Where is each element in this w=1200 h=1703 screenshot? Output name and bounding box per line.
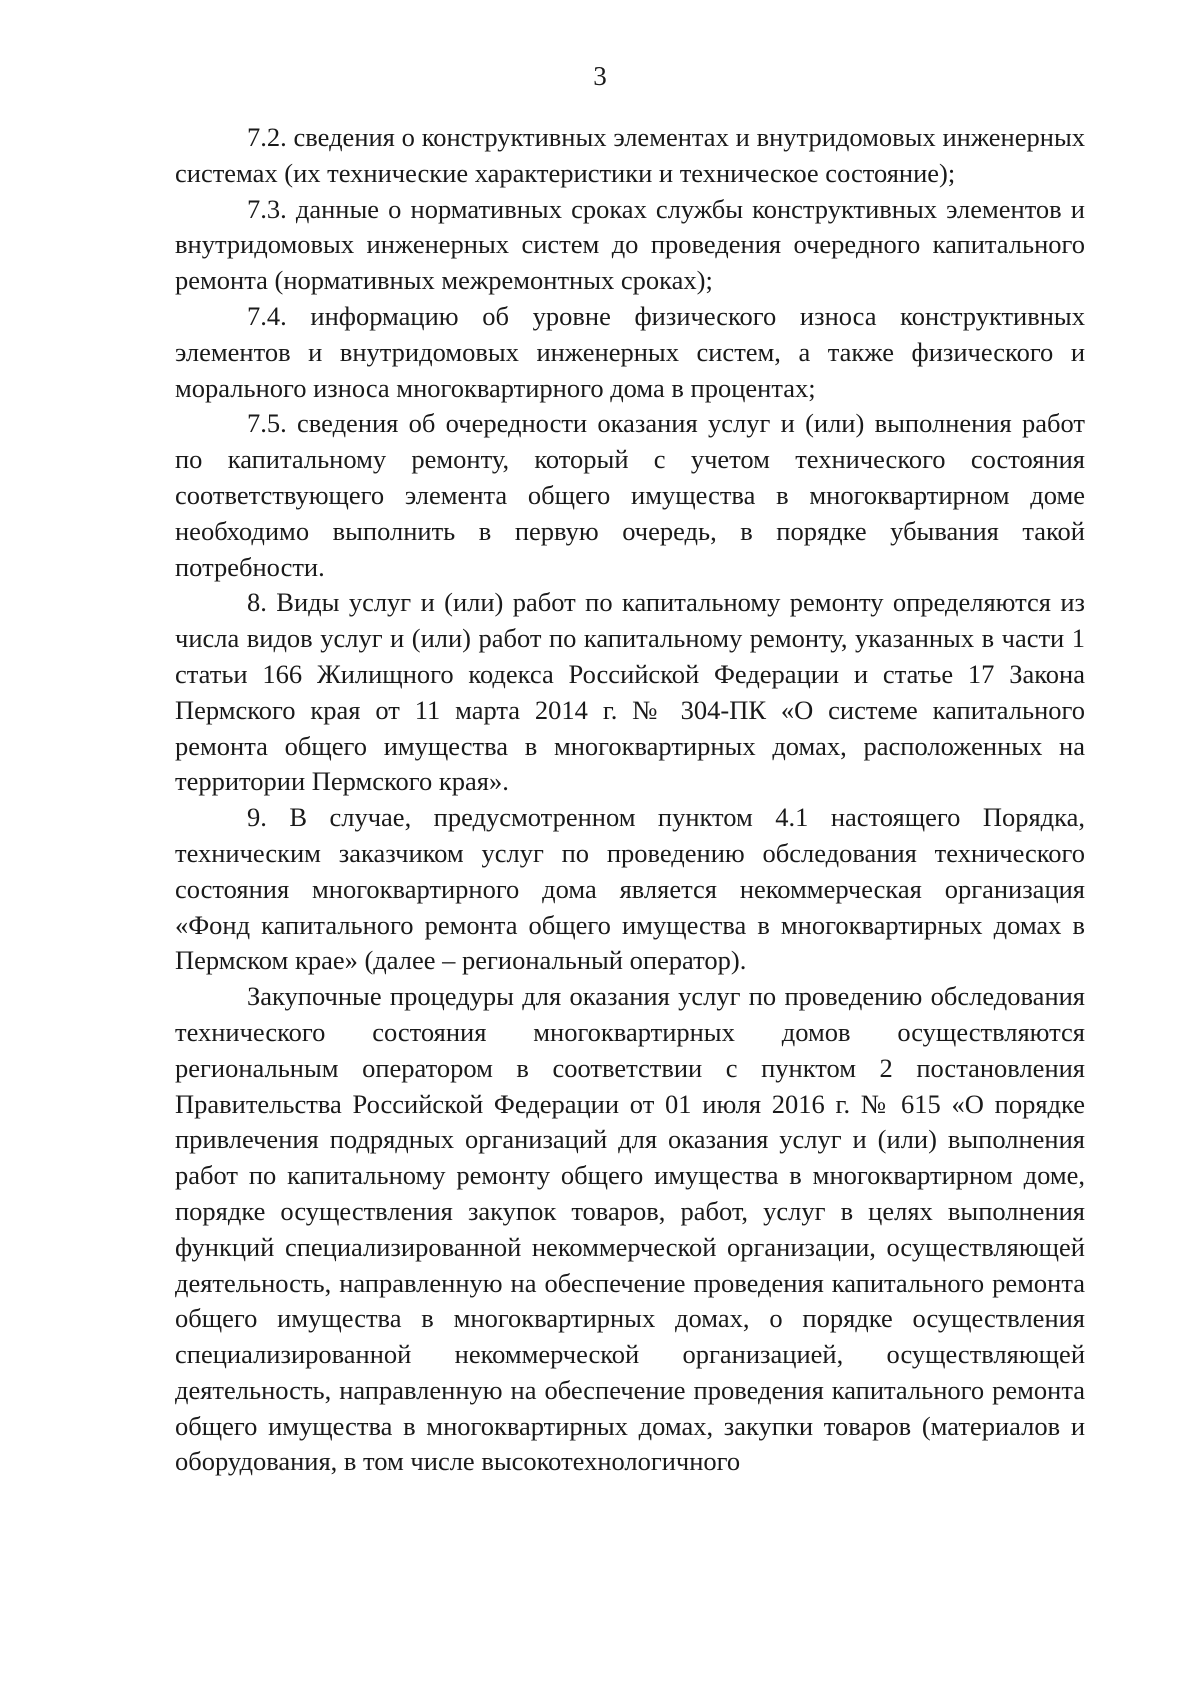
paragraph-7-2: 7.2. сведения о конструктивных элементах и внутридомовых инженерных системах (их технические характеристики и техническое состояние); [175,122,1085,188]
paragraph-procurement: Закупочные процедуры для оказания услуг по проведению обследования технического состояния многоквартирных домов осуществляются региональным оператором в соответствии с пунктом 2 постановления Правительства Российской Федерации от 01 июля 2016 г. № 615 «О порядке привлечения подрядных организаций для оказания услуг и (или) выполнения работ по капитальному ремонту общего имущества в многоквартирном доме, порядке осуществления закупок товаров, работ, услуг в целях выполнения функций специализированной некоммерческой организации, осуществляющей деятельность, направленную на обеспечение проведения капитального ремонта общего имущества в многоквартирных домах, о порядке осуществления специализированной некоммерческой организацией, осуществляющей деятельность, направленную на обеспечение проведения капитального ремонта общего имущества в многоквартирных домах, закупки товаров (материалов и оборудования, в том числе высокотехнологичного [175,981,1085,1477]
paragraph-8: 8. Виды услуг и (или) работ по капитальному ремонту определяются из числа видов услуг и (или) работ по капитальному ремонту, указанных в части 1 статьи 166 Жилищного кодекса Российской Федерации и статье 17 Закона Пермского края от 11 марта 2014 г. № 304-ПК «О системе капитального ремонта общего имущества в многоквартирных домах, расположенных на территории Пермского края». [175,587,1085,797]
document-body [175,120,1085,1480]
paragraph-7-5: 7.5. сведения об очередности оказания услуг и (или) выполнения работ по капитальному ремонту, который с учетом технического состояния соответствующего элемента общего имущества в многоквартирном доме необходимо выполнить в первую очередь, в порядке убывания такой потребности. [175,408,1085,582]
paragraph-7-3: 7.3. данные о нормативных сроках службы конструктивных элементов и внутридомовых инженерных систем до проведения очередного капитального ремонта (нормативных межремонтных сроках); [175,193,1085,296]
paragraph-9: 9. В случае, предусмотренном пунктом 4.1 настоящего Порядка, техническим заказчиком услуг по проведению обследования технического состояния многоквартирного дома является некоммерческая организация «Фонд капитального ремонта общего имущества в многоквартирных домах в Пермском крае» (далее – региональный оператор). [175,802,1085,976]
paragraph-7-4: 7.4. информацию об уровне физического износа конструктивных элементов и внутридомовых инженерных систем, а также физического и морального износа многоквартирного дома в процентах; [175,300,1085,403]
page-number: 3 [593,61,607,91]
